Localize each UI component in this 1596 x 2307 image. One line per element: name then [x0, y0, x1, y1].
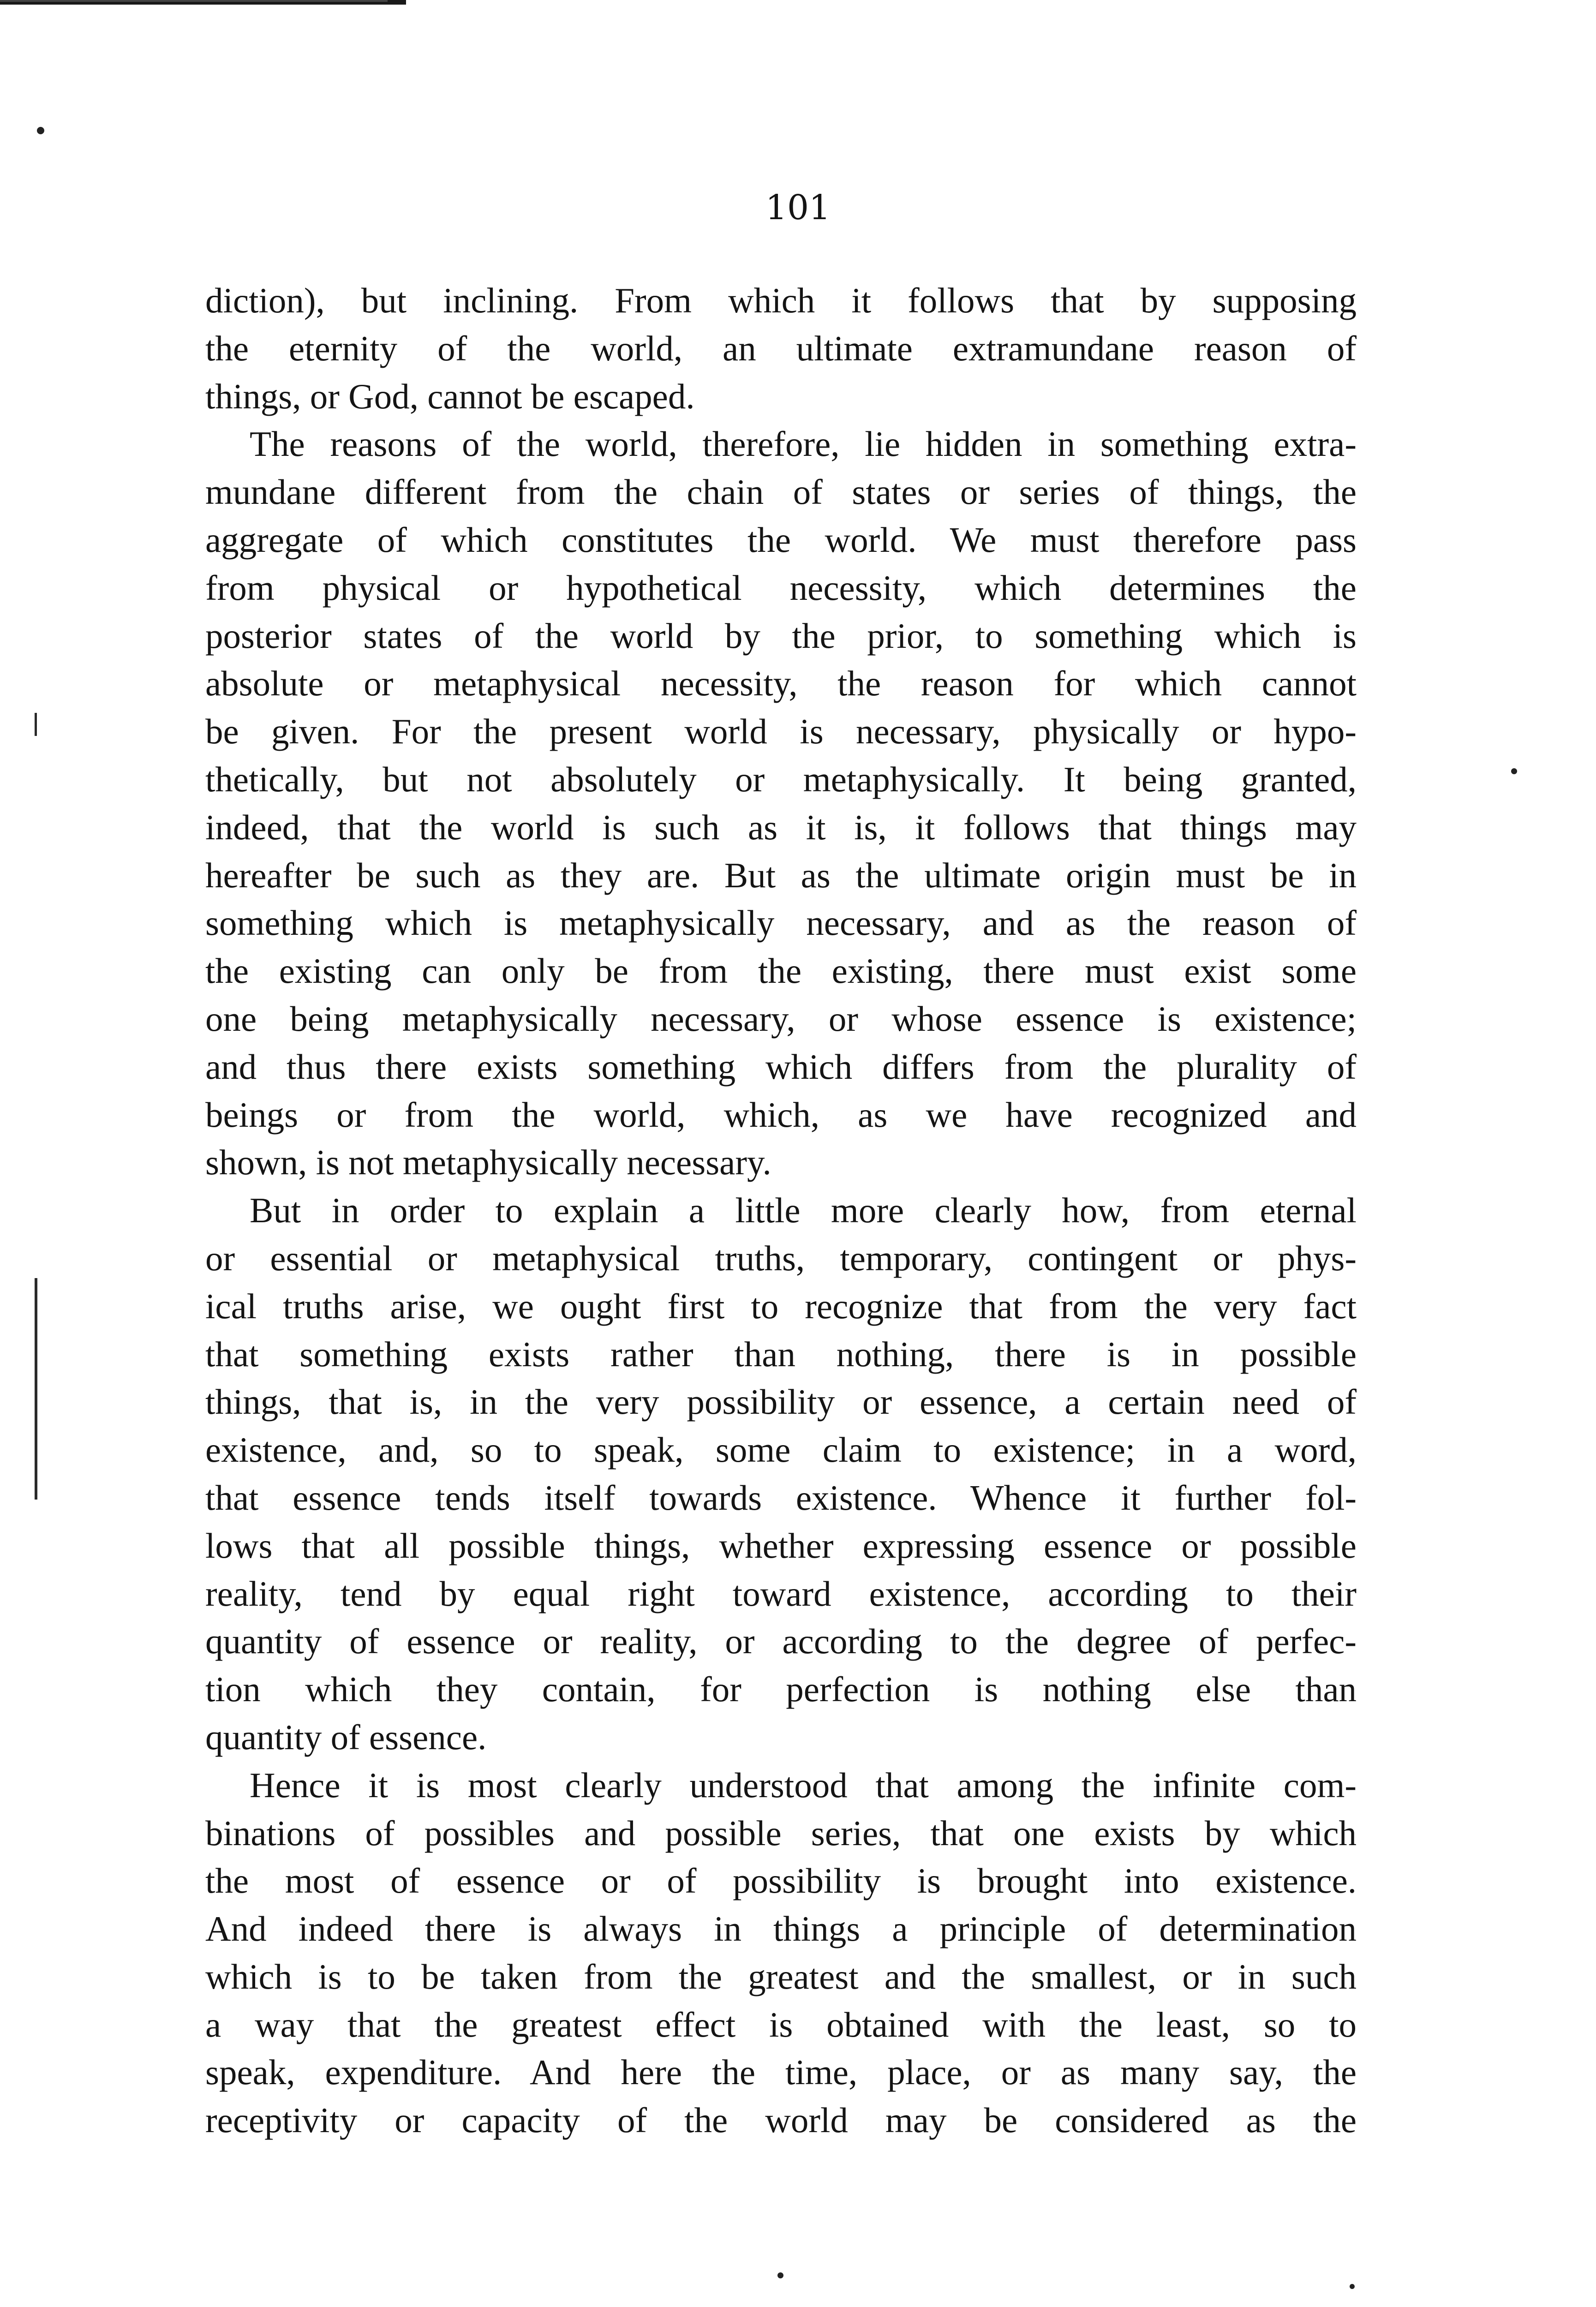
paragraph-3	[205, 1187, 1357, 1762]
text-line: from physical or hypothetical necessity, which determines the	[205, 568, 1357, 608]
text-line: binations of possibles and possible series, that one exists by which	[205, 1813, 1357, 1853]
text-line: beings or from the world, which, as we have recognized and	[205, 1094, 1357, 1135]
scan-speck	[37, 127, 44, 134]
text-line: posterior states of the world by the prior, to something which is	[205, 616, 1357, 656]
text-line: the existing can only be from the existing, there must exist some	[205, 951, 1357, 991]
top-scan-rule-thin	[0, 0, 388, 2]
text-line: that essence tends itself towards existence. Whence it further fol-	[205, 1477, 1357, 1518]
text-line: speak, expenditure. And here the time, place, or as many say, the	[205, 2052, 1357, 2092]
text-line: mundane different from the chain of states or series of things, the	[205, 472, 1357, 512]
text-line: a way that the greatest effect is obtained with the least, so to	[205, 2004, 1357, 2044]
text-line: receptivity or capacity of the world may be considered as the	[205, 2100, 1357, 2140]
text-line: things, that is, in the very possibility or essence, a certain need of	[205, 1382, 1357, 1422]
text-line: the most of essence or of possibility is brought into existence.	[205, 1861, 1357, 1901]
paragraph-1	[205, 277, 1357, 420]
margin-pencil-mark	[35, 713, 37, 736]
text-line: and thus there exists something which differs from the plurality of	[205, 1046, 1357, 1087]
text-line: And indeed there is always in things a principle of determination	[205, 1909, 1357, 1949]
scan-speck	[1350, 2284, 1355, 2289]
page-body	[205, 277, 1357, 2145]
page-number: 101	[765, 188, 831, 227]
text-line: quantity of essence.	[205, 1717, 487, 1757]
text-line: thetically, but not absolutely or metaphysically. It being granted,	[205, 759, 1357, 799]
text-line: indeed, that the world is such as it is, it follows that things may	[205, 807, 1357, 847]
text-line: absolute or metaphysical necessity, the reason for which cannot	[205, 663, 1357, 704]
text-line: reality, tend by equal right toward existence, according to their	[205, 1573, 1357, 1614]
text-line: aggregate of which constitutes the world. We must therefore pass	[205, 520, 1357, 560]
text-line: things, or God, cannot be escaped.	[205, 376, 695, 416]
text-line: quantity of essence or reality, or according to the degree of perfec-	[205, 1621, 1357, 1662]
text-line: ical truths arise, we ought first to recognize that from the very fact	[205, 1286, 1357, 1326]
text-line: The reasons of the world, therefore, lie hidden in something extra-	[250, 424, 1357, 464]
text-line: hereafter be such as they are. But as the ultimate origin must be in	[205, 855, 1357, 895]
text-line: that something exists rather than nothing, there is in possible	[205, 1334, 1357, 1374]
paragraph-2	[205, 420, 1357, 1187]
text-line: something which is metaphysically necessary, and as the reason of	[205, 903, 1357, 943]
text-line: or essential or metaphysical truths, temporary, contingent or phys-	[205, 1238, 1357, 1278]
text-line: shown, is not metaphysically necessary.	[205, 1142, 771, 1183]
paragraph-4	[205, 1762, 1357, 2145]
text-line: Hence it is most clearly understood that among the infinite com-	[250, 1765, 1357, 1805]
scan-speck	[777, 2272, 783, 2278]
text-line: which is to be taken from the greatest and the smallest, or in such	[205, 1956, 1357, 1996]
text-line: But in order to explain a little more clearly how, from eternal	[250, 1190, 1357, 1231]
text-line: lows that all possible things, whether expressing essence or possible	[205, 1525, 1357, 1566]
text-line: tion which they contain, for perfection is nothing else than	[205, 1669, 1357, 1709]
margin-pencil-mark	[35, 1278, 37, 1500]
text-line: existence, and, so to speak, some claim to existence; in a word,	[205, 1430, 1357, 1470]
scan-speck	[1511, 768, 1517, 774]
text-line: the eternity of the world, an ultimate extramundane reason of	[205, 328, 1357, 368]
text-line: be given. For the present world is necessary, physically or hypo-	[205, 711, 1357, 752]
text-line: diction), but inclining. From which it follows that by supposing	[205, 281, 1357, 320]
text-line: one being metaphysically necessary, or whose essence is existence;	[205, 998, 1357, 1039]
